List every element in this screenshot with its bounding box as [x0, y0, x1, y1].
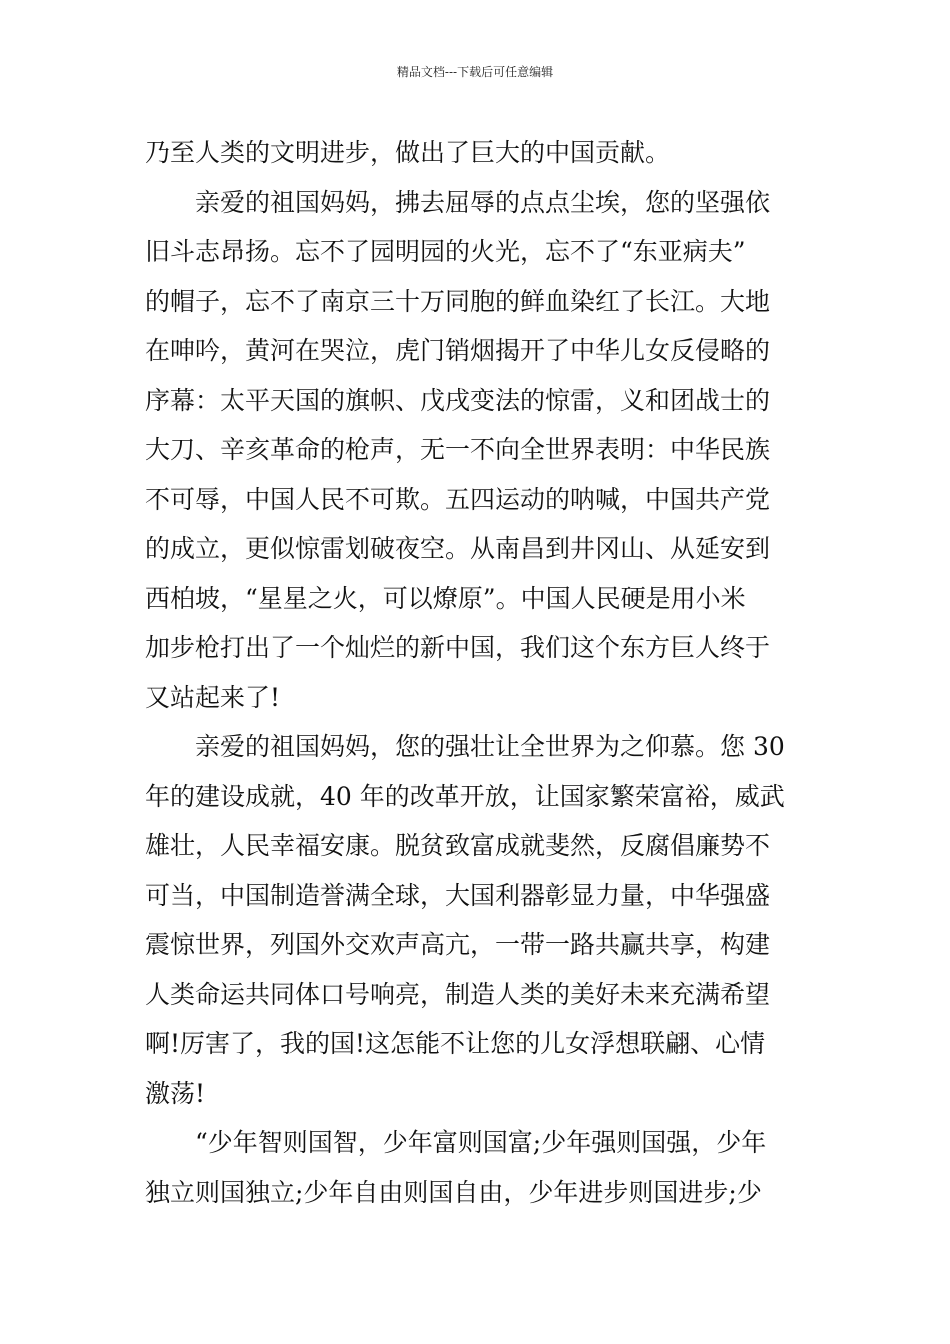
text-line: 的成立，更似惊雷划破夜空。从南昌到井冈山、从延安到 — [145, 534, 771, 563]
text-line: 不可辱，中国人民不可欺。五四运动的呐喊，中国共产党 — [145, 484, 771, 514]
text-line: “少年智则国智，少年富则国富;少年强则国强，少年 — [195, 1128, 767, 1157]
text-line: 人类命运共同体口号响亮，制造人类的美好未来充满希望 — [145, 979, 771, 1009]
text-line: 大刀、辛亥革命的枪声，无一不向全世界表明：中华民族 — [145, 435, 771, 464]
page-header: 精品文档---下载后可任意编辑 — [396, 65, 554, 79]
text-line: 激荡! — [145, 1078, 206, 1108]
text-line: 啊!厉害了，我的国!这怎能不让您的儿女浮想联翩、心情 — [145, 1029, 766, 1058]
text-line: 旧斗志昂扬。忘不了园明园的火光，忘不了“东亚病夫” — [145, 237, 746, 266]
text-line: 年的建设成就，40 年的改革开放，让国家繁荣富裕，威武 — [145, 781, 785, 811]
text-line: 在呻吟，黄河在哭泣，虎门销烟揭开了中华儿女反侵略的 — [145, 336, 771, 365]
text-line: 亲爱的祖国妈妈，拂去屈辱的点点尘埃，您的坚强依 — [195, 187, 771, 217]
text-line: 亲爱的祖国妈妈，您的强壮让全世界为之仰慕。您 30 — [195, 732, 785, 761]
document-body — [145, 128, 810, 1217]
text-line: 可当，中国制造誉满全球，大国利器彰显力量，中华强盛 — [145, 880, 771, 910]
text-line: 西柏坡，“星星之火，可以燎原”。中国人民硬是用小米 — [145, 583, 746, 613]
text-line: 雄壮，人民幸福安康。脱贫致富成就斐然，反腐倡廉势不 — [145, 831, 771, 860]
text-line: 乃至人类的文明进步，做出了巨大的中国贡献。 — [145, 138, 671, 167]
text-line: 独立则国独立;少年自由则国自由，少年进步则国进步;少 — [145, 1177, 762, 1207]
text-line: 的帽子，忘不了南京三十万同胞的鲜血染红了长江。大地 — [145, 286, 771, 316]
text-line: 加步枪打出了一个灿烂的新中国，我们这个东方巨人终于 — [145, 633, 771, 662]
text-line: 序幕：太平天国的旗帜、戊戌变法的惊雷，义和团战士的 — [145, 385, 771, 415]
text-line: 震惊世界，列国外交欢声高亢，一带一路共赢共享，构建 — [145, 930, 771, 959]
text-line: 又站起来了! — [145, 682, 281, 712]
